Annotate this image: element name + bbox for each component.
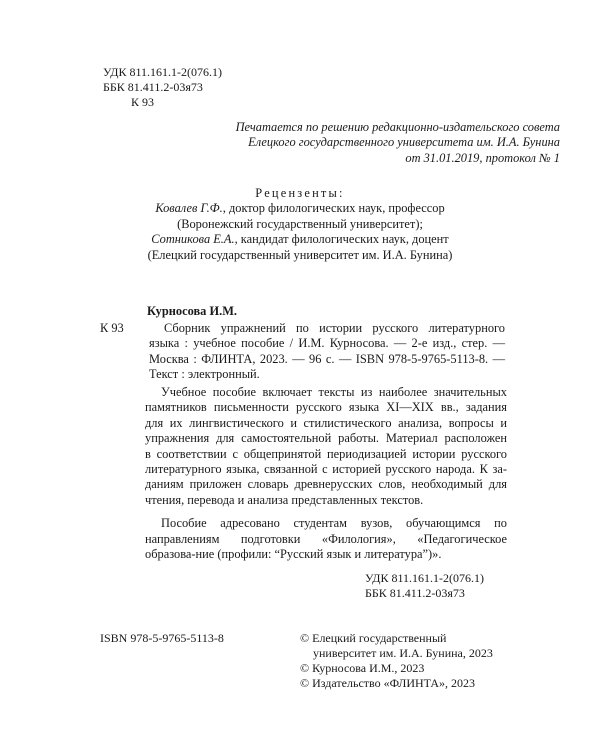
reviewer-1-name: Ковалев Г.Ф.	[155, 201, 223, 216]
isbn: ISBN 978-5-9765-5113-8	[100, 631, 224, 645]
reviewer-1-org: (Воронежский государственный университет);	[177, 216, 423, 231]
publication-note	[100, 120, 560, 166]
abstract-line: чтения, перевода и анализа представленных текстов.	[145, 492, 424, 507]
abstract-line: направлениям подготовки «Филология», «Педагогическое	[145, 531, 507, 546]
bottom-classification-codes	[365, 571, 484, 601]
abstract-line: Учебное пособие включает тексты из наиболее значительных	[161, 385, 507, 399]
biblio-line: Москва : ФЛИНТА, 2023. — 96 с. — ISBN 978-5-9765-5113-8. —	[149, 351, 505, 366]
publication-note-line: от 31.01.2019, протокол № 1	[405, 150, 560, 165]
abstract-line: образова-ние (профили: “Русский язык и литература”)».	[145, 547, 442, 562]
bbk-code: ББК 81.411.2-03я73	[103, 80, 203, 94]
biblio-line: Текст : электронный.	[149, 367, 260, 382]
reviewer-2-title: , кандидат филологических наук, доцент	[234, 232, 449, 247]
udk-code: УДК 811.161.1-2(076.1)	[365, 571, 485, 585]
abstract-line: в соответствии с общепринятой периодизацией истории русского	[145, 446, 507, 461]
copyright-line: © Издательство «ФЛИНТА», 2023	[300, 676, 476, 690]
copyright-line: © Курносова И.М., 2023	[300, 661, 425, 675]
udk-code: УДК 811.161.1-2(076.1)	[103, 65, 223, 79]
reviewer-1-title: , доктор филологических наук, профессор	[222, 201, 445, 216]
biblio-record	[149, 321, 505, 383]
abstract-line: литературного языка, связанной с историей русского народа. К за-	[145, 462, 507, 477]
reviewers-block	[100, 186, 500, 263]
copyright-line: университет им. И.А. Бунина, 2023	[313, 646, 493, 660]
biblio-author: Курносова И.М.	[147, 304, 237, 318]
reviewer-2-name: Сотникова Е.А.	[151, 232, 235, 247]
copyright-line: © Елецкий государственный	[300, 631, 447, 645]
reviewers-heading: Рецензенты:	[255, 186, 345, 200]
top-classification-codes	[103, 65, 222, 110]
abstract-line: памятников письменности русского языка XI—XIX вв., задания	[145, 400, 507, 415]
reviewer-2	[100, 232, 500, 247]
publication-note-line: Печатается по решению редакционно-издательского совета	[235, 120, 560, 134]
bbk-code: ББК 81.411.2-03я73	[365, 586, 465, 600]
reviewer-1	[100, 201, 500, 216]
abstract-line: Пособие адресовано студентам вузов, обучающимся по	[161, 516, 507, 531]
abstract-line: даниям приложен словарь древнерусских слов, необходимый для	[145, 477, 507, 492]
author-mark-code: К 93	[131, 95, 155, 109]
biblio-line: Сборник упражнений по истории русского литературного	[164, 321, 505, 335]
publication-note-line: Елецкого государственного университета им. И.А. Бунина	[248, 135, 560, 150]
biblio-line: языка : учебное пособие / И.М. Курносова. — 2-е изд., стер. —	[149, 336, 505, 351]
abstract	[145, 385, 507, 562]
abstract-line: для их лингвистического и стилистического анализа, вопросы и	[145, 415, 507, 430]
biblio-k-code: К 93	[100, 321, 124, 335]
reviewer-2-org: (Елецкий государственный университет им. И.А. Бунина)	[147, 247, 453, 262]
abstract-line: упражнения для самостоятельной работы. Материал расположен	[145, 431, 507, 446]
copyright-block	[300, 631, 493, 691]
